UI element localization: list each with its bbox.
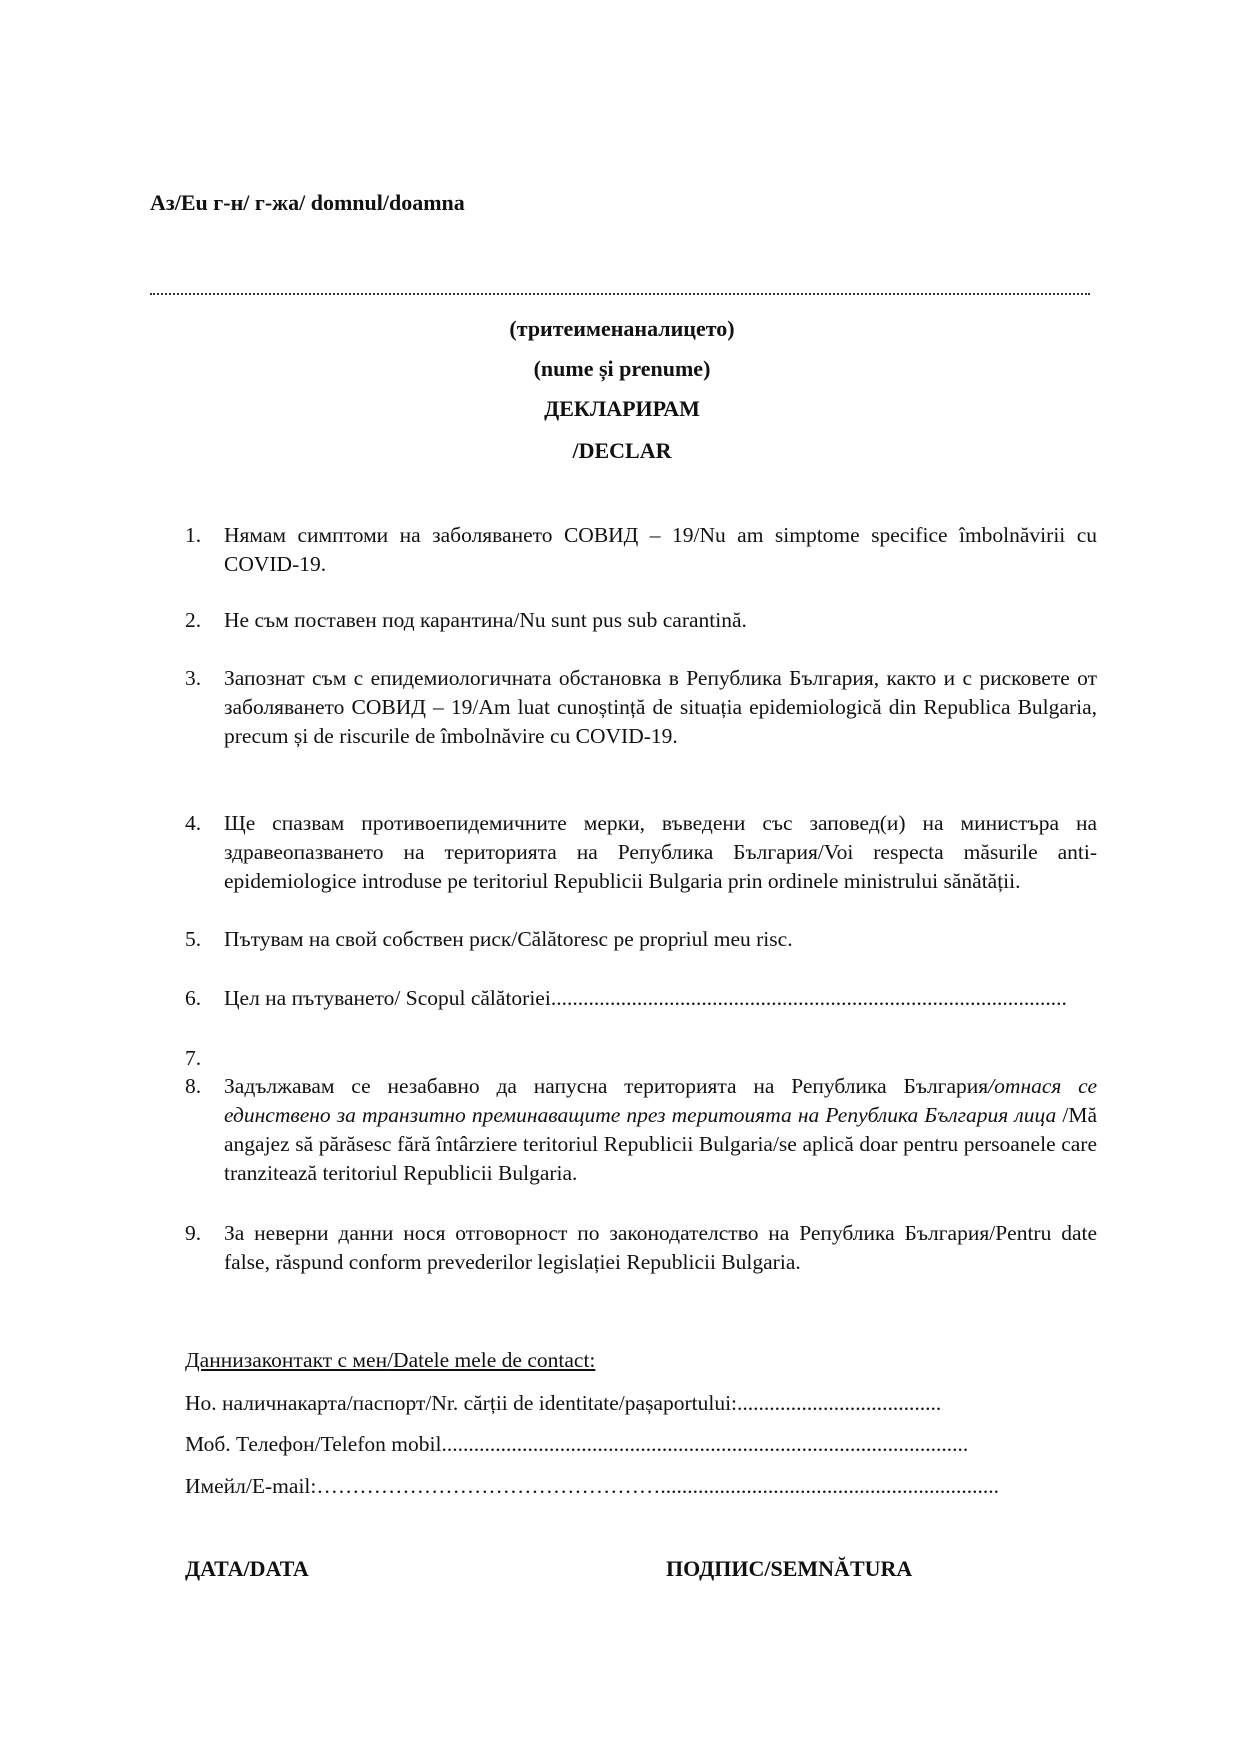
item-text: Запознат съм с епидемиологичната обстановка в Република България, както и с рисковете от заболяването СОВИД – 19/Am luat cunoștință de situația epidemiologică din Republica Bulgaria, precum și de riscurile de îmbolnăvire cu COVID-19. (224, 666, 1097, 748)
list-item (185, 809, 1097, 896)
item-text-part2: /Mă angajez să părăsesc fără întârziere teritoriul Republicii Bulgaria/se aplică doar pentru persoanele care tranzitează teritoriul Republicii Bulgaria. (224, 1103, 1097, 1185)
item-text: За неверни данни нося отговорност по законодателство на Република България/Pentru date false, răspund conform prevederilor legislației Republicii Bulgaria. (224, 1221, 1097, 1274)
item-number: 7. (185, 1046, 202, 1070)
full-name-fill-line[interactable] (150, 293, 1090, 295)
purpose-label: Цел на пътуването/ Scopul călătoriei (224, 986, 551, 1010)
list-item (185, 521, 1097, 579)
item-text: Нямам симптоми на заболяването СОВИД – 19/Nu am simptome specifice îmbolnăvirii cu COVID-19. (224, 523, 1097, 576)
list-item-purpose (185, 984, 1097, 1013)
item-text-italic-note: /отнася се единствено за транзитно преминаващите през теритоията на Република България лица (224, 1074, 1097, 1127)
name-hint-bg: (тритеименаналицето) (509, 316, 735, 341)
id-number-label: Но. наличнакарта/паспорт/Nr. cărții de identitate/pașaportului: (185, 1391, 738, 1415)
list-item (185, 664, 1097, 751)
list-item (185, 606, 1097, 635)
email-label: Имейл/E-mail: (185, 1474, 317, 1498)
purpose-fill-line[interactable]: ................................................................................................ (550, 986, 1067, 1010)
item-number: 1. (185, 523, 202, 547)
item-number: 8. (185, 1074, 202, 1098)
item-number: 3. (185, 666, 202, 690)
signature-label: ПОДПИС/SEMNĂTURA (666, 1556, 913, 1581)
contact-heading (185, 1346, 595, 1375)
phone-row (185, 1430, 1097, 1459)
phone-fill-line[interactable]: .................................................................................................. (441, 1432, 969, 1456)
item-text (224, 1072, 1097, 1188)
declarant-intro: Аз/Eu г-н/ г-жа/ domnul/doamna (150, 190, 465, 215)
id-number-row (185, 1389, 941, 1418)
date-label: ДАТА/DATA (185, 1556, 309, 1581)
item-text: Пътувам на свой собствен риск/Călătoresc pe propriul meu risc. (224, 927, 793, 951)
contact-heading-bg: Даннизаконтакт с мен (185, 1348, 388, 1372)
item-text: Не съм поставен под карантина/Nu sunt pus sub carantină. (224, 608, 747, 632)
phone-label: Моб. Телефон/Telefon mobil (185, 1432, 442, 1456)
item-text: Ще спазвам противоепидемичните мерки, въведени със заповед(и) на министъра на здравеопазването на територията на Република България/Voi respecta măsurile anti-epidemiologice introduse pe teritoriul Republicii Bulgaria prin ordinele ministrului sănătății. (224, 811, 1097, 893)
declare-title-bg: ДЕКЛАРИРАМ (544, 396, 700, 421)
item-number: 5. (185, 927, 202, 951)
name-hint-ro: (nume și prenume) (533, 356, 711, 381)
email-row (185, 1472, 1097, 1501)
declare-title-ro: /DECLAR (572, 438, 672, 463)
item-text-part1: Задължавам се незабавно да напусна територията на Република България (224, 1074, 989, 1098)
list-item (185, 1219, 1097, 1277)
item-number: 4. (185, 811, 202, 835)
item-number: 6. (185, 986, 202, 1010)
contact-heading-ro: /Datele mele de contact: (387, 1348, 596, 1372)
id-number-fill-line[interactable]: ...................................... (737, 1391, 942, 1415)
email-fill-line[interactable]: …………………………………………............................................................... (316, 1474, 999, 1498)
list-item (185, 925, 1097, 954)
list-item (185, 1072, 1097, 1188)
item-number: 2. (185, 608, 202, 632)
item-number: 9. (185, 1221, 202, 1245)
